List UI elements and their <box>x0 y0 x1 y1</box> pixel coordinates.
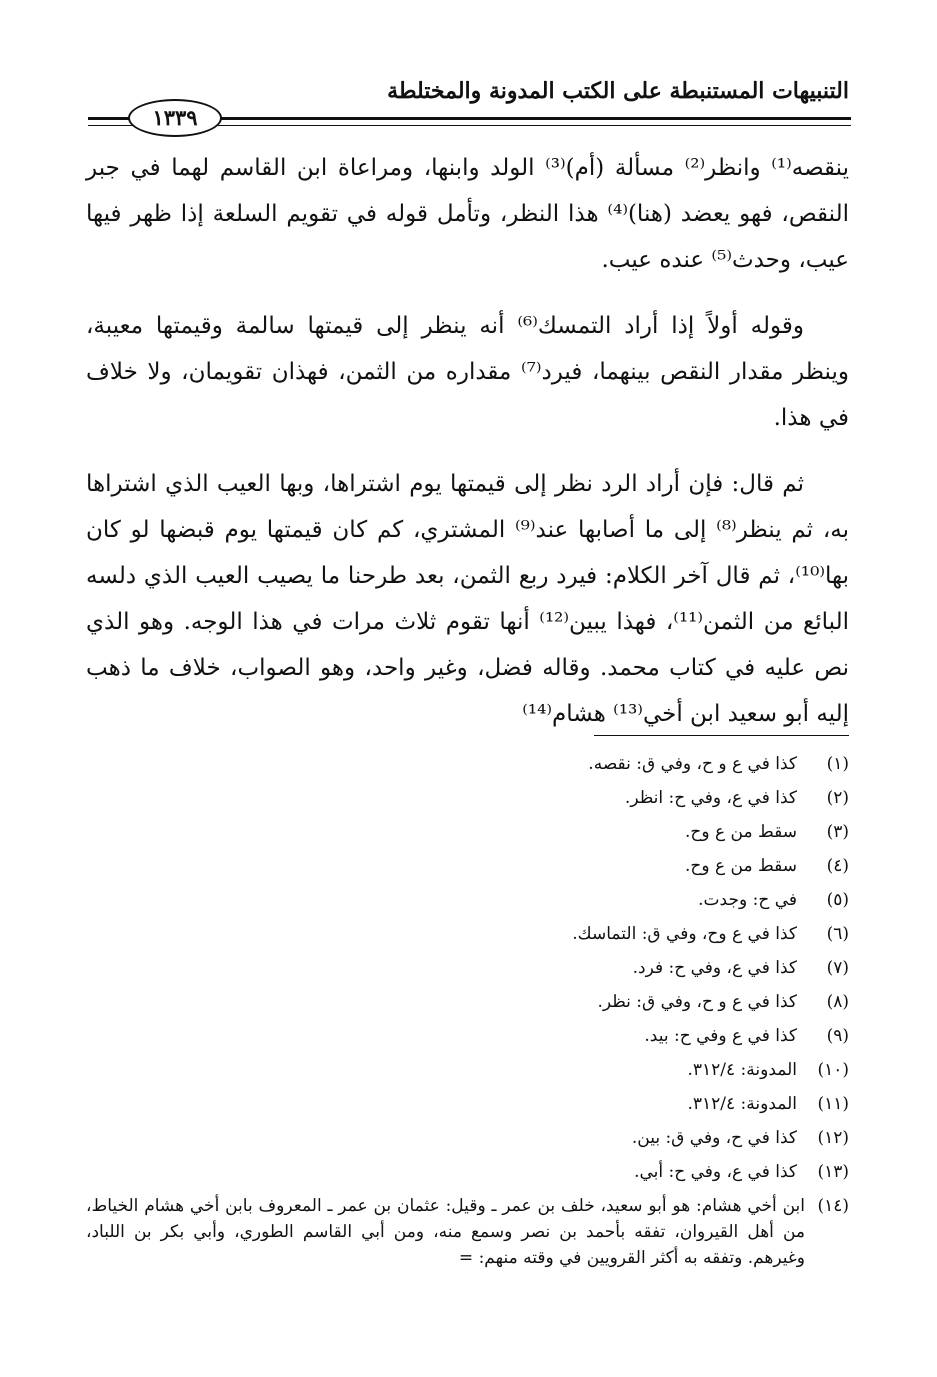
footnote-number: (١٢) <box>817 1128 849 1148</box>
footnote-number: (١٠) <box>817 1060 849 1080</box>
footnote-number: (١٣) <box>817 1162 849 1182</box>
footnote-text: المدونة: ٣١٢/٤. <box>687 1094 797 1114</box>
paragraph-3: ثم قال: فإن أراد الرد نظر إلى قيمتها يوم اشتراها، وبها العيب الذي اشتراها به، ثم ينظر⁽⁸⁾ إلى ما أصابها عند⁽⁹⁾ المشتري، كم كان قيمتها يوم قبضها لو كان بها⁽¹⁰⁾، ثم قال آخر الكلام: فيرد ربع الثمن، بعد طرحنا ما يصيب العيب الذي دلسه البائع من الثمن⁽¹¹⁾، فهذا يبين⁽¹²⁾ أنها تقوم ثلاث مرات في هذا الوجه. وهو الذي نص عليه في كتاب محمد. وقاله فضل، وغير واحد، وهو الصواب، خلاف ما ذهب إليه أبو سعيد ابن أخي⁽¹³⁾ هشام⁽¹⁴⁾ <box>86 471 849 727</box>
paragraph-1: ينقصه⁽¹⁾ وانظر⁽²⁾ مسألة (أم)⁽³⁾ الولد وابنها، ومراعاة ابن القاسم لهما في جبر النقص، فهو يعضد (هنا)⁽⁴⁾ هذا النظر، وتأمل قوله في تقويم السلعة إذا ظهر فيها عيب، وحدث⁽⁵⁾ عنده عيب. <box>86 155 849 273</box>
footnote-text: كذا في ع و ح، وفي ق: نظر. <box>597 992 797 1012</box>
footnote-1 <box>86 747 849 781</box>
footnote-text: ابن أخي هشام: هو أبو سعيد، خلف بن عمر ـ وقيل: عثمان بن عمر ـ المعروف بابن أخي هشام الخياط، من أهل القيروان، تفقه بأحمد بن نصر وسمع منه، ومن أبي القاسم الطوري، وأبي بكر بن اللباد، وغيرهم. وتفقه به أكثر القرويين في وقته منهم: = <box>86 1196 805 1268</box>
footnote-text: المدونة: ٣١٢/٤. <box>687 1060 797 1080</box>
running-header-title: التنبيهات المستنبطة على الكتب المدونة والمختلطة <box>387 78 849 104</box>
footnote-number: (٤) <box>826 856 849 876</box>
footnote-number: (٢) <box>826 788 849 808</box>
footnote-13 <box>86 1155 849 1189</box>
footnote-text: كذا في ع، وفي ح: فرد. <box>632 958 797 978</box>
footnote-7 <box>86 951 849 985</box>
footnote-number: (٩) <box>826 1026 849 1046</box>
footnote-text: كذا في ع، وفي ح: انظر. <box>624 788 797 808</box>
paragraph-2: وقوله أولاً إذا أراد التمسك⁽⁶⁾ أنه ينظر إلى قيمتها سالمة وقيمتها معيبة، وينظر مقدار النقص بينهما، فيرد⁽⁷⁾ مقداره من الثمن، فهذان تقويمان، ولا خلاف في هذا. <box>86 313 849 431</box>
page-number-badge: ١٣٣٩ <box>128 99 222 137</box>
footnote-11 <box>86 1087 849 1121</box>
footnote-text: سقط من ع وح. <box>685 822 797 842</box>
footnote-14 <box>86 1189 849 1271</box>
footnote-12 <box>86 1121 849 1155</box>
footnote-number: (١١) <box>817 1094 849 1114</box>
footnote-6 <box>86 917 849 951</box>
footnote-10 <box>86 1053 849 1087</box>
footnote-text: في ح: وجدت. <box>698 890 797 910</box>
footnote-text: سقط من ع وح. <box>685 856 797 876</box>
footnote-separator <box>594 735 849 736</box>
footnote-2 <box>86 781 849 815</box>
footnote-5 <box>86 883 849 917</box>
footnote-4 <box>86 849 849 883</box>
footnote-9 <box>86 1019 849 1053</box>
footnote-text: كذا في ع و ح، وفي ق: نقصه. <box>588 754 797 774</box>
footnote-text: كذا في ح، وفي ق: بين. <box>631 1128 797 1148</box>
footnote-text: كذا في ع، وفي ح: أبي. <box>634 1162 797 1182</box>
footnote-3 <box>86 815 849 849</box>
footnote-8 <box>86 985 849 1019</box>
footnote-text: كذا في ع وح، وفي ق: التماسك. <box>572 924 797 944</box>
main-text <box>86 145 849 757</box>
footnote-number: (٥) <box>826 890 849 910</box>
footnote-text: كذا في ع وفي ح: بيد. <box>644 1026 797 1046</box>
footnote-number: (٦) <box>826 924 849 944</box>
footnotes <box>86 747 849 1271</box>
footnote-number: (٣) <box>826 822 849 842</box>
footnote-number: (١) <box>826 754 849 774</box>
footnote-number: (٧) <box>826 958 849 978</box>
footnote-number: (١٤) <box>817 1196 849 1216</box>
footnote-number: (٨) <box>826 992 849 1012</box>
